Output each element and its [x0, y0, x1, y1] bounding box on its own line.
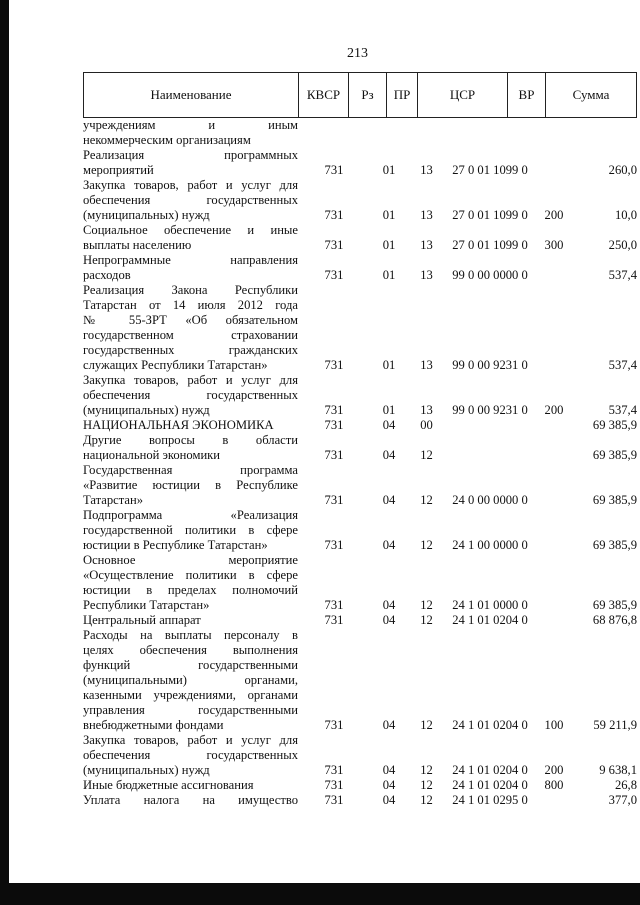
row-kvsr: [298, 403, 370, 418]
row-vr: [535, 493, 573, 508]
table-body: [83, 118, 637, 808]
row-rz: [370, 778, 408, 793]
row-pr: [408, 613, 445, 628]
row-kvsr: [298, 208, 370, 223]
header-csr: ЦСР: [418, 73, 508, 117]
row-name: [83, 418, 298, 433]
row-rz: [370, 763, 408, 778]
row-csr: [445, 448, 535, 463]
row-name: [83, 778, 298, 793]
row-sum: [573, 793, 637, 808]
row-pr: [408, 208, 445, 223]
row-name-line: № 55-ЗРТ «Об обязательном: [83, 313, 298, 327]
row-vr-value: [535, 613, 573, 628]
row-sum: [573, 358, 637, 373]
row-name-line: государственной политики в сфере: [83, 523, 298, 537]
row-vr-value: [535, 793, 573, 808]
row-csr-value: 99 0 00 0000 0: [452, 268, 528, 282]
row-kvsr-value: 731: [324, 448, 344, 462]
row-name: [83, 148, 298, 178]
row-rz: [370, 133, 408, 148]
row-vr-value: 800: [544, 778, 564, 792]
table-row: [83, 613, 637, 628]
row-sum: [573, 133, 637, 148]
row-rz-value: 04: [382, 448, 396, 462]
row-csr-value: 24 1 01 0204 0: [452, 778, 528, 792]
row-rz-value: 01: [382, 358, 396, 372]
row-rz: [370, 448, 408, 463]
table-row: [83, 733, 637, 778]
row-csr: [445, 163, 535, 178]
row-csr: [445, 208, 535, 223]
row-vr-value: 200: [544, 763, 564, 777]
row-rz: [370, 538, 408, 553]
row-rz-value: 04: [382, 763, 396, 777]
row-rz-value: [370, 133, 408, 148]
row-name-line: внебюджетными фондами: [83, 718, 224, 732]
row-rz: [370, 403, 408, 418]
row-pr-value: 12: [420, 778, 433, 792]
table-row: [83, 178, 637, 223]
row-sum: [573, 448, 637, 463]
row-vr-value: [535, 268, 573, 283]
row-name-line: Реализация программных: [83, 148, 298, 162]
table-row: [83, 148, 637, 178]
row-name-line: Центральный аппарат: [83, 613, 201, 627]
row-name-line: Закупка товаров, работ и услуг для: [83, 373, 298, 387]
row-pr-value: 12: [420, 538, 433, 552]
table-row: [83, 628, 637, 733]
row-rz-value: 04: [382, 418, 396, 432]
row-vr: [535, 793, 573, 808]
row-sum: [573, 163, 637, 178]
row-rz: [370, 208, 408, 223]
row-pr: [408, 268, 445, 283]
row-kvsr-value: 731: [324, 538, 344, 552]
row-rz-value: 04: [382, 793, 396, 807]
row-sum-value: 10,0: [614, 208, 637, 222]
row-name-line: государственных гражданских: [83, 343, 298, 357]
row-csr: [445, 238, 535, 253]
row-kvsr-value: 731: [324, 238, 344, 252]
row-rz-value: 01: [382, 268, 396, 282]
row-sum-value: 69 385,9: [592, 418, 637, 432]
row-kvsr: [298, 778, 370, 793]
row-name-line: НАЦИОНАЛЬНАЯ ЭКОНОМИКА: [83, 418, 274, 432]
row-pr: [408, 718, 445, 733]
row-name-line: некоммерческим организациям: [83, 133, 251, 147]
row-sum: [573, 418, 637, 433]
row-csr-value: 24 1 01 0204 0: [452, 718, 528, 732]
row-name-line: учреждениям и иным: [83, 118, 298, 132]
row-sum-value: 260,0: [608, 163, 637, 177]
row-pr-value: 00: [420, 418, 433, 432]
row-sum: [573, 718, 637, 733]
row-rz-value: 01: [382, 163, 396, 177]
row-sum: [573, 268, 637, 283]
row-vr-value: [535, 448, 573, 463]
row-name-line: Уплата налога на имущество: [83, 793, 298, 807]
row-name-line: расходов: [83, 268, 131, 282]
row-pr: [408, 793, 445, 808]
row-vr: [535, 133, 573, 148]
row-pr: [408, 358, 445, 373]
row-name-line: Расходы на выплаты персоналу в: [83, 628, 298, 642]
table-row: [83, 553, 637, 613]
row-name-line: целях обеспечения выполнения: [83, 643, 298, 657]
row-name-line: Закупка товаров, работ и услуг для: [83, 178, 298, 192]
row-kvsr-value: 731: [324, 778, 344, 792]
row-pr: [408, 238, 445, 253]
header-sum: Сумма: [572, 87, 610, 102]
row-vr: [535, 208, 573, 223]
row-name-line: государственном страховании: [83, 328, 298, 342]
row-name: [83, 553, 298, 613]
row-name-line: служащих Республики Татарстан»: [83, 358, 268, 372]
row-pr-value: 12: [420, 448, 433, 462]
row-name-line: (муниципальных) нужд: [83, 208, 210, 222]
row-name: [83, 613, 298, 628]
row-kvsr: [298, 793, 370, 808]
row-sum-value: 537,4: [608, 268, 637, 282]
row-name: [83, 178, 298, 223]
header-rz: Рз: [349, 73, 387, 117]
row-pr-value: 12: [420, 793, 433, 807]
row-pr-value: 12: [420, 613, 433, 627]
row-name-line: «Развитие юстиции в Республике: [83, 478, 298, 492]
row-kvsr: [298, 493, 370, 508]
row-vr-value: 200: [544, 403, 564, 417]
row-name: [83, 433, 298, 463]
row-name-line: (муниципальных) нужд: [83, 403, 210, 417]
table-row: [83, 253, 637, 283]
row-csr-value: 27 0 01 1099 0: [452, 208, 528, 222]
scan-left-border: [0, 0, 9, 905]
header-name: Наименование: [84, 73, 299, 117]
table-row: [83, 418, 637, 433]
row-rz: [370, 163, 408, 178]
row-kvsr-value: 731: [324, 718, 344, 732]
row-name-line: Непрограммные направления: [83, 253, 298, 267]
table-row: [83, 373, 637, 418]
row-csr: [445, 763, 535, 778]
row-rz: [370, 268, 408, 283]
row-kvsr: [298, 358, 370, 373]
table-header: [83, 72, 637, 118]
row-csr-value: 99 0 00 9231 0: [452, 358, 528, 372]
row-csr-value: 24 0 00 0000 0: [452, 493, 528, 507]
row-csr-value: 24 1 01 0295 0: [452, 793, 528, 807]
row-kvsr: [298, 538, 370, 553]
row-pr-value: 12: [420, 718, 433, 732]
row-vr: [535, 238, 573, 253]
row-vr: [535, 448, 573, 463]
row-csr: [445, 358, 535, 373]
row-name: [83, 793, 298, 808]
row-csr: [445, 778, 535, 793]
row-vr-value: [535, 598, 573, 613]
row-pr: [408, 538, 445, 553]
row-kvsr: [298, 718, 370, 733]
table-row: [83, 793, 637, 808]
row-pr: [408, 493, 445, 508]
row-sum-value: 59 211,9: [593, 718, 637, 732]
row-kvsr-value: [298, 133, 370, 148]
row-name-line: обеспечения государственных: [83, 193, 298, 207]
row-name-line: (муниципальными) органами,: [83, 673, 298, 687]
row-sum-value: 26,8: [614, 778, 637, 792]
scan-bottom-border: [0, 883, 640, 905]
header-vr: ВР: [508, 73, 546, 117]
row-pr: [408, 163, 445, 178]
row-kvsr: [298, 613, 370, 628]
row-vr: [535, 268, 573, 283]
row-name-line: юстиции в Республике Татарстан»: [83, 538, 268, 552]
row-name: [83, 373, 298, 418]
row-vr-value: 300: [544, 238, 564, 252]
row-kvsr-value: 731: [324, 403, 344, 417]
row-pr: [408, 448, 445, 463]
row-name-line: обеспечения государственных: [83, 388, 298, 402]
row-rz: [370, 718, 408, 733]
row-name-line: (муниципальных) нужд: [83, 763, 210, 777]
row-name-line: Закупка товаров, работ и услуг для: [83, 733, 298, 747]
row-pr-value: 12: [420, 493, 433, 507]
row-pr-value: 13: [420, 208, 433, 222]
row-sum-value: 9 638,1: [599, 763, 637, 777]
row-kvsr-value: 731: [324, 268, 344, 282]
row-rz: [370, 493, 408, 508]
row-csr-value: [445, 448, 535, 463]
row-name-line: функций государственными: [83, 658, 298, 672]
row-sum: [573, 778, 637, 793]
row-rz-value: 04: [382, 598, 396, 612]
row-vr-value: [535, 538, 573, 553]
row-csr-value: 24 1 01 0000 0: [452, 598, 528, 612]
row-sum: [573, 403, 637, 418]
row-pr: [408, 133, 445, 148]
row-sum-value: 69 385,9: [592, 538, 637, 552]
row-csr-value: 99 0 00 9231 0: [452, 403, 528, 417]
row-vr: [535, 778, 573, 793]
row-name-line: Социальное обеспечение и иные: [83, 223, 298, 237]
row-sum-value: 250,0: [608, 238, 637, 252]
row-kvsr: [298, 448, 370, 463]
row-kvsr-value: 731: [324, 418, 344, 432]
row-rz-value: 01: [382, 238, 396, 252]
row-name-line: Подпрограмма «Реализация: [83, 508, 298, 522]
row-csr-value: [445, 133, 535, 148]
row-vr: [535, 163, 573, 178]
row-csr: [445, 793, 535, 808]
row-kvsr: [298, 133, 370, 148]
row-sum-value: 69 385,9: [592, 493, 637, 507]
row-pr-value: 13: [420, 238, 433, 252]
row-rz: [370, 238, 408, 253]
row-kvsr-value: 731: [324, 208, 344, 222]
row-kvsr-value: 731: [324, 598, 344, 612]
row-pr-value: [408, 133, 445, 148]
row-vr: [535, 418, 573, 433]
row-sum-value: 68 876,8: [592, 613, 637, 627]
row-rz-value: 04: [382, 718, 396, 732]
row-vr: [535, 613, 573, 628]
header-pr: ПР: [387, 73, 418, 117]
row-csr-value: 27 0 01 1099 0: [452, 238, 528, 252]
row-pr-value: 12: [420, 763, 433, 777]
row-kvsr: [298, 238, 370, 253]
row-pr-value: 13: [420, 358, 433, 372]
row-sum: [573, 763, 637, 778]
row-vr-value: [535, 163, 573, 178]
row-vr-value: [535, 418, 573, 433]
table-row: [83, 283, 637, 373]
table-row: [83, 508, 637, 553]
row-csr-value: 24 1 01 0204 0: [452, 763, 528, 777]
row-sum-value: 69 385,9: [592, 448, 637, 462]
row-name: [83, 118, 298, 148]
row-sum-value: [573, 133, 637, 148]
row-name-line: национальной экономики: [83, 448, 221, 462]
row-name-line: Основное мероприятие: [83, 553, 298, 567]
row-sum-value: 69 385,9: [592, 598, 637, 612]
row-sum: [573, 538, 637, 553]
row-rz-value: 04: [382, 493, 396, 507]
row-name: [83, 253, 298, 283]
row-pr-value: 13: [420, 403, 433, 417]
row-csr-value: 24 1 01 0204 0: [452, 613, 528, 627]
row-rz: [370, 793, 408, 808]
row-name-line: юстиции в пределах полномочий: [83, 583, 298, 597]
table-row: [83, 778, 637, 793]
row-vr-value: [535, 133, 573, 148]
row-name-line: мероприятий: [83, 163, 154, 177]
row-vr: [535, 403, 573, 418]
header-kvsr: КВСР: [299, 73, 349, 117]
row-pr: [408, 403, 445, 418]
row-sum: [573, 238, 637, 253]
row-kvsr-value: 731: [324, 163, 344, 177]
row-vr: [535, 718, 573, 733]
row-sum: [573, 493, 637, 508]
row-name-line: управления государственными: [83, 703, 298, 717]
row-pr: [408, 763, 445, 778]
row-name-line: Государственная программа: [83, 463, 298, 477]
row-vr: [535, 358, 573, 373]
row-rz-value: 04: [382, 613, 396, 627]
row-csr: [445, 133, 535, 148]
row-name-line: Татарстан»: [83, 493, 144, 507]
row-kvsr-value: 731: [324, 763, 344, 777]
row-vr-value: 200: [544, 208, 564, 222]
table-row: [83, 118, 637, 148]
row-csr: [445, 268, 535, 283]
row-rz: [370, 358, 408, 373]
row-name-line: Другие вопросы в области: [83, 433, 298, 447]
row-vr: [535, 538, 573, 553]
row-vr-value: [535, 358, 573, 373]
row-csr-value: 27 0 01 1099 0: [452, 163, 528, 177]
row-rz: [370, 418, 408, 433]
row-sum: [573, 613, 637, 628]
row-name: [83, 283, 298, 373]
row-vr: [535, 763, 573, 778]
row-sum: [573, 598, 637, 613]
row-kvsr-value: 731: [324, 793, 344, 807]
row-kvsr: [298, 598, 370, 613]
row-pr-value: 12: [420, 598, 433, 612]
row-sum-value: 537,4: [608, 358, 637, 372]
row-kvsr-value: 731: [324, 613, 344, 627]
row-rz-value: 04: [382, 778, 396, 792]
row-csr: [445, 718, 535, 733]
row-name-line: казенными учреждениями, органами: [83, 688, 298, 702]
row-name-line: Иные бюджетные ассигнования: [83, 778, 254, 792]
row-csr: [445, 538, 535, 553]
row-sum-value: 537,4: [608, 403, 637, 417]
row-name-line: Татарстан от 14 июля 2012 года: [83, 298, 298, 312]
row-csr: [445, 598, 535, 613]
row-kvsr: [298, 268, 370, 283]
row-name-line: обеспечения государственных: [83, 748, 298, 762]
row-name: [83, 223, 298, 253]
row-pr-value: 13: [420, 268, 433, 282]
row-csr: [445, 613, 535, 628]
row-csr: [445, 418, 535, 433]
table-row: [83, 223, 637, 253]
row-rz-value: 01: [382, 208, 396, 222]
row-pr: [408, 778, 445, 793]
row-vr: [535, 598, 573, 613]
row-name: [83, 463, 298, 508]
page-number: 213: [347, 46, 368, 61]
row-kvsr: [298, 763, 370, 778]
row-vr-value: [535, 493, 573, 508]
row-kvsr-value: 731: [324, 493, 344, 507]
row-sum: [573, 208, 637, 223]
table-row: [83, 433, 637, 463]
row-csr-value: [445, 418, 535, 433]
row-name: [83, 733, 298, 778]
row-name-line: выплаты населению: [83, 238, 192, 252]
table-row: [83, 463, 637, 508]
row-rz-value: 04: [382, 538, 396, 552]
row-pr: [408, 598, 445, 613]
row-csr: [445, 493, 535, 508]
row-name-line: «Осуществление политики в сфере: [83, 568, 298, 582]
row-kvsr-value: 731: [324, 358, 344, 372]
row-csr: [445, 403, 535, 418]
row-name-line: Республики Татарстан»: [83, 598, 210, 612]
row-pr-value: 13: [420, 163, 433, 177]
row-kvsr: [298, 163, 370, 178]
row-sum-value: 377,0: [608, 793, 637, 807]
row-name: [83, 628, 298, 733]
row-vr-value: 100: [544, 718, 564, 732]
row-csr-value: 24 1 00 0000 0: [452, 538, 528, 552]
row-rz: [370, 598, 408, 613]
row-kvsr: [298, 418, 370, 433]
row-rz-value: 01: [382, 403, 396, 417]
row-rz: [370, 613, 408, 628]
row-name: [83, 508, 298, 553]
row-pr: [408, 418, 445, 433]
row-name-line: Реализация Закона Республики: [83, 283, 298, 297]
